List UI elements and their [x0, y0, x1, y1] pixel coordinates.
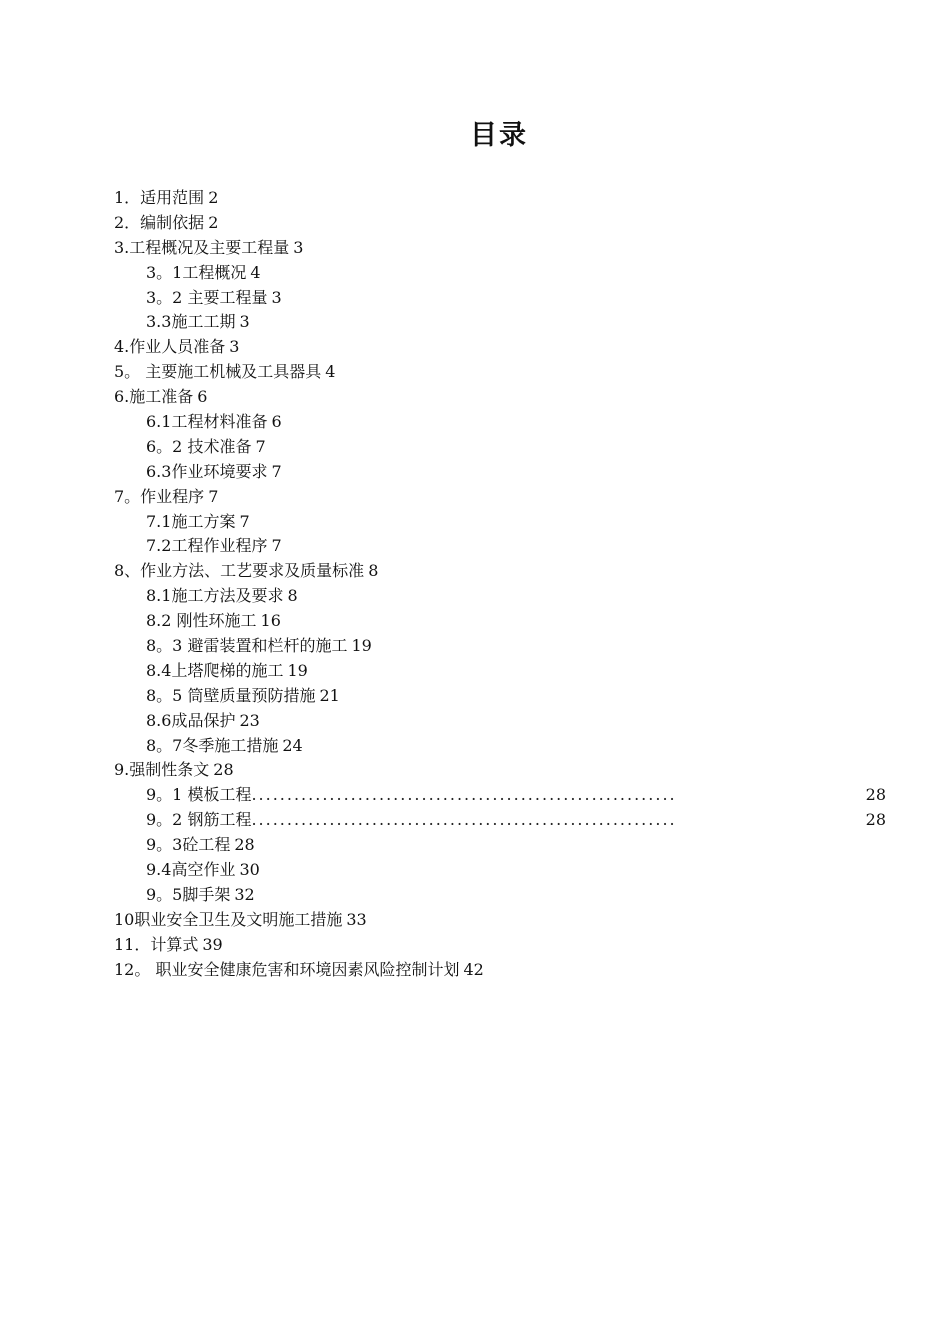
toc-entry-label: 7.2工程作业程序	[146, 536, 268, 556]
toc-entry[interactable]	[114, 858, 886, 883]
toc-entry-label: 3。2 主要工程量	[146, 287, 268, 307]
toc-entry[interactable]	[114, 634, 886, 659]
toc-entry[interactable]	[114, 883, 886, 908]
toc-entry-page-number: 8	[368, 561, 379, 581]
toc-entry[interactable]	[114, 286, 886, 311]
toc-entry-label: 12。 职业安全健康危害和环境因素风险控制计划	[114, 959, 460, 979]
toc-entry-label: 8、作业方法、工艺要求及质量标准	[114, 561, 365, 581]
toc-entry-page-number: 19	[287, 660, 308, 680]
toc-entry-page-number: 7	[271, 461, 282, 481]
toc-entry[interactable]	[114, 559, 886, 584]
toc-entry[interactable]	[114, 808, 886, 833]
toc-entry-label: 9。5脚手架	[146, 884, 231, 904]
toc-entry-label: 8。5 筒壁质量预防措施	[146, 685, 316, 705]
toc-entry[interactable]	[114, 236, 886, 261]
toc-entry-label: 9.强制性条文	[114, 760, 210, 780]
toc-entry-label: 4.作业人员准备	[114, 337, 226, 357]
toc-entry[interactable]	[114, 684, 886, 709]
toc-entry-page-number: 3	[229, 337, 240, 357]
toc-entry[interactable]	[114, 435, 886, 460]
toc-entry-page-number: 28	[213, 760, 234, 780]
toc-entry-label: 9。2 钢筋工程	[146, 810, 252, 830]
toc-entry-page-number: 30	[239, 860, 260, 880]
toc-dot-leader: ............................................................	[251, 785, 677, 805]
toc-entry-page-number: 16	[260, 611, 281, 631]
toc-entry-page-number: 4	[250, 262, 261, 282]
toc-entry[interactable]	[114, 833, 886, 858]
toc-entry-label: 8.6成品保护	[146, 710, 236, 730]
toc-entry[interactable]	[114, 783, 886, 808]
table-of-contents	[114, 186, 886, 983]
toc-entry-page-number: 6	[271, 412, 282, 432]
toc-entry-page-number: 24	[282, 735, 303, 755]
toc-entry[interactable]	[114, 410, 886, 435]
toc-entry-page-number: 7	[239, 511, 250, 531]
toc-entry-page-number: 4	[325, 362, 336, 382]
toc-entry-page-number: 23	[239, 710, 260, 730]
toc-entry-page-number: 3	[239, 312, 250, 332]
toc-entry-label: 6.3作业环境要求	[146, 461, 268, 481]
toc-entry[interactable]	[114, 385, 886, 410]
toc-dot-leader: ............................................................	[251, 810, 677, 830]
toc-entry-label: 8.4上塔爬梯的施工	[146, 660, 284, 680]
toc-entry[interactable]	[114, 485, 886, 510]
toc-entry[interactable]	[114, 709, 886, 734]
toc-entry-label: 6.1工程材料准备	[146, 412, 268, 432]
toc-entry[interactable]	[114, 609, 886, 634]
toc-entry[interactable]	[114, 460, 886, 485]
toc-entry[interactable]	[114, 186, 886, 211]
toc-entry-page-number: 8	[287, 586, 298, 606]
toc-entry[interactable]	[114, 584, 886, 609]
toc-entry-label: 8.1施工方法及要求	[146, 586, 284, 606]
toc-entry-label: 7。作业程序	[114, 486, 205, 506]
toc-entry-label: 6。2 技术准备	[146, 436, 252, 456]
toc-entry-label: 8。7冬季施工措施	[146, 735, 279, 755]
toc-entry-page-number: 42	[463, 959, 484, 979]
toc-entry-page-number: 6	[197, 387, 208, 407]
toc-entry-label: 1．适用范围	[114, 188, 205, 207]
toc-entry[interactable]	[114, 335, 886, 360]
toc-entry-label: 11．计算式	[114, 934, 199, 954]
toc-entry[interactable]	[114, 510, 886, 535]
toc-entry-page-number: 3	[293, 237, 304, 257]
toc-entry-label: 9。1 模板工程	[146, 785, 252, 805]
toc-entry-page-number: 33	[346, 909, 367, 929]
toc-entry-label: 7.1施工方案	[146, 511, 236, 531]
toc-entry-label: 6.施工准备	[114, 387, 194, 407]
toc-entry[interactable]	[114, 908, 886, 933]
toc-entry-label: 3.工程概况及主要工程量	[114, 237, 290, 257]
toc-entry-page-number: 7	[271, 536, 282, 556]
toc-entry-label: 5。 主要施工机械及工具器具	[114, 362, 322, 382]
toc-entry-label: 2．编制依据	[114, 212, 205, 232]
toc-entry-label: 10职业安全卫生及文明施工措施	[114, 909, 343, 929]
toc-entry-label: 9.4高空作业	[146, 860, 236, 880]
toc-entry[interactable]	[114, 211, 886, 236]
toc-entry[interactable]	[114, 758, 886, 783]
toc-entry-page-number: 19	[351, 636, 372, 656]
toc-entry[interactable]	[114, 659, 886, 684]
toc-entry-label: 8。3 避雷装置和栏杆的施工	[146, 636, 348, 656]
toc-entry[interactable]	[114, 933, 886, 958]
toc-entry-page-number: 2	[208, 212, 219, 232]
toc-entry-label: 3.3施工工期	[146, 312, 236, 332]
toc-entry[interactable]	[114, 534, 886, 559]
toc-entry-page-number: 39	[202, 934, 223, 954]
toc-entry[interactable]	[114, 360, 886, 385]
toc-entry[interactable]	[114, 261, 886, 286]
toc-entry-label: 9。3砼工程	[146, 835, 231, 855]
toc-entry-label: 3。1工程概况	[146, 262, 247, 282]
toc-entry[interactable]	[114, 310, 886, 335]
toc-entry[interactable]	[114, 958, 886, 983]
toc-entry-page-number: 28	[234, 835, 255, 855]
toc-entry-page-number: 2	[208, 188, 219, 207]
page-title: 目录	[470, 120, 528, 151]
toc-entry-page-number: 7	[208, 486, 219, 506]
toc-entry-label: 8.2 刚性环施工	[146, 611, 257, 631]
toc-entry-page-number: 3	[271, 287, 282, 307]
toc-entry-page-number: 32	[234, 884, 255, 904]
toc-entry-page-number: 28	[865, 810, 886, 830]
toc-entry[interactable]	[114, 734, 886, 759]
toc-entry-page-number: 7	[255, 436, 266, 456]
toc-entry-page-number: 21	[319, 685, 340, 705]
toc-entry-page-number: 28	[865, 785, 886, 805]
